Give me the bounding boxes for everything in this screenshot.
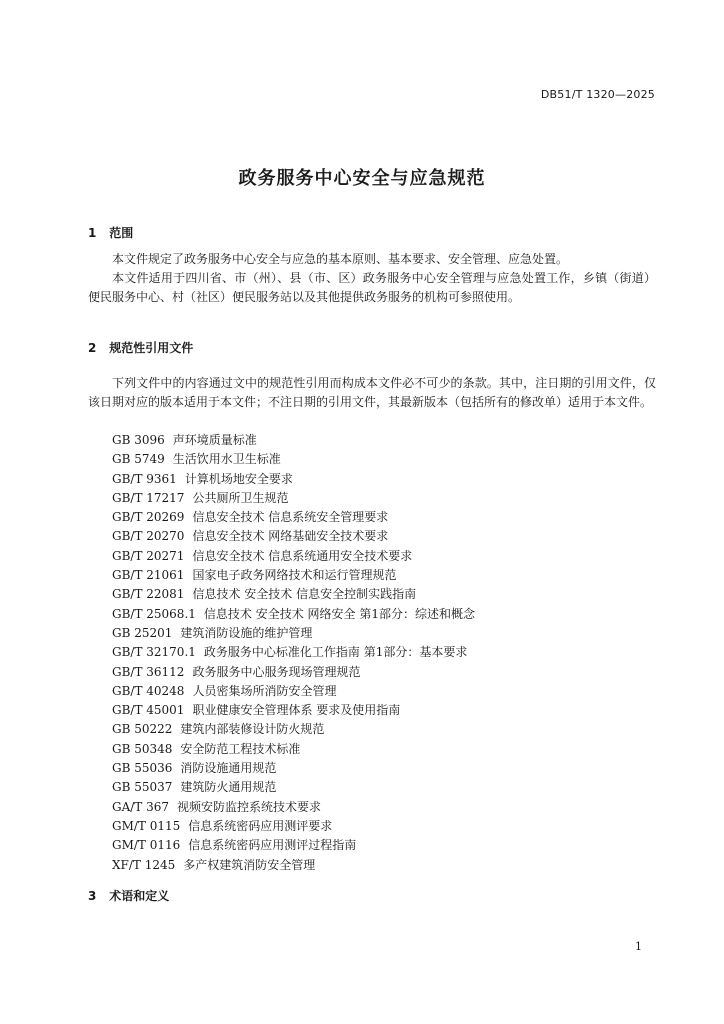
page-number: 1 [635, 940, 642, 953]
reference-item [112, 798, 475, 817]
reference-code: GA/T 367 [112, 799, 170, 814]
reference-name: 信息技术 安全技术 网络安全 第1部分：综述和概念 [203, 606, 475, 621]
reference-name: 安全防范工程技术标准 [180, 741, 301, 756]
reference-name: 政务服务中心服务现场管理规范 [192, 664, 361, 679]
reference-code: GB 3096 [112, 433, 165, 447]
reference-code: GB/T 40248 [112, 683, 185, 698]
reference-item [112, 856, 475, 875]
reference-name: 人员密集场所消防安全管理 [192, 683, 337, 698]
reference-name: 消防设施通用规范 [180, 761, 277, 776]
reference-item [112, 547, 475, 566]
reference-name: 信息安全技术 信息系统通用安全技术要求 [192, 548, 413, 563]
reference-item [112, 682, 475, 701]
section-1-paragraph-1: 本文件规定了政务服务中心安全与应急的基本原则、基本要求、安全管理、应急处置。 [112, 252, 569, 266]
standard-code: DB51/T 1320—2025 [540, 88, 655, 101]
reference-item [112, 836, 475, 855]
reference-code: GM/T 0115 [112, 818, 181, 833]
reference-code: GB 50222 [112, 722, 173, 737]
reference-code: GB 5749 [112, 452, 165, 467]
section-number: 3 [88, 889, 97, 903]
reference-name: 建筑内部装修设计防火规范 [180, 722, 325, 737]
section-2-heading [88, 339, 193, 356]
reference-code: GM/T 0116 [112, 838, 181, 853]
section-title: 规范性引用文件 [109, 341, 194, 355]
reference-item [112, 508, 475, 527]
section-title: 术语和定义 [109, 889, 170, 903]
reference-item [112, 817, 475, 836]
section-1-heading [88, 224, 133, 241]
reference-item [112, 740, 475, 759]
reference-code: GB 25201 [112, 625, 173, 640]
reference-item [112, 778, 475, 797]
reference-name: 公共厕所卫生规范 [192, 490, 289, 505]
reference-code: GB/T 21061 [112, 568, 185, 583]
reference-code: GB 55037 [112, 780, 173, 795]
reference-code: GB/T 22081 [112, 587, 185, 602]
reference-item [112, 450, 475, 469]
section-title: 范围 [109, 226, 134, 240]
reference-code: GB/T 20271 [112, 548, 185, 563]
section-number: 1 [88, 226, 97, 240]
reference-name: 信息安全技术 信息系统安全管理要求 [192, 510, 389, 525]
reference-code: GB/T 25068.1 [112, 606, 196, 621]
reference-item [112, 527, 475, 546]
reference-name: 职业健康安全管理体系 要求及使用指南 [192, 703, 401, 718]
reference-item [112, 489, 475, 508]
reference-name: 建筑消防设施的维护管理 [180, 625, 313, 640]
reference-code: GB/T 36112 [112, 664, 185, 679]
reference-code: GB/T 17217 [112, 490, 185, 505]
reference-code: GB/T 45001 [112, 703, 185, 718]
reference-name: 计算机场地安全要求 [184, 471, 293, 486]
reference-name: 信息技术 安全技术 信息安全控制实践指南 [192, 587, 417, 602]
reference-item [112, 701, 475, 720]
section-number: 2 [88, 341, 97, 355]
document-title: 政务服务中心安全与应急规范 [238, 168, 486, 189]
reference-code: GB/T 32170.1 [112, 645, 196, 660]
reference-name: 信息安全技术 网络基础安全技术要求 [192, 529, 389, 544]
reference-code: GB/T 9361 [112, 471, 177, 486]
reference-item [112, 759, 475, 778]
reference-name: 国家电子政务网络技术和运行管理规范 [192, 568, 397, 583]
reference-item [112, 624, 475, 643]
reference-name: 声环境质量标准 [172, 433, 257, 447]
reference-item [112, 566, 475, 585]
reference-name: 信息系统密码应用测评要求 [188, 818, 333, 833]
reference-item [112, 720, 475, 739]
reference-item [112, 431, 475, 450]
reference-name: 信息系统密码应用测评过程指南 [188, 838, 357, 853]
section-3-heading [88, 887, 169, 904]
reference-name: 多产权建筑消防安全管理 [183, 857, 316, 872]
reference-name: 政务服务中心标准化工作指南 第1部分：基本要求 [203, 645, 468, 660]
reference-item [112, 605, 475, 624]
reference-code: GB 50348 [112, 741, 173, 756]
reference-name: 建筑防火通用规范 [180, 780, 277, 795]
reference-code: GB/T 20269 [112, 510, 185, 525]
reference-item [112, 643, 475, 662]
reference-item [112, 470, 475, 489]
section-1-paragraph-2: 本文件适用于四川省、市（州）、县（市、区）政务服务中心安全管理与应急处置工作，乡镇（街道）便民服务中心、村（社区）便民服务站以及其他提供政务服务的机构可参照使用。 [88, 271, 656, 304]
reference-item [112, 663, 475, 682]
reference-code: GB/T 20270 [112, 529, 185, 544]
reference-code: XF/T 1245 [112, 857, 176, 872]
reference-name: 生活饮用水卫生标准 [172, 452, 281, 467]
reference-code: GB 55036 [112, 761, 173, 776]
reference-name: 视频安防监控系统技术要求 [177, 799, 322, 814]
section-2-paragraph-1: 下列文件中的内容通过文中的规范性引用而构成本文件必不可少的条款。其中，注日期的引用文件，仅该日期对应的版本适用于本文件；不注日期的引用文件，其最新版本（包括所有的修改单）适用于本文件。 [88, 376, 656, 409]
normative-references-list [112, 431, 475, 875]
reference-item [112, 585, 475, 604]
